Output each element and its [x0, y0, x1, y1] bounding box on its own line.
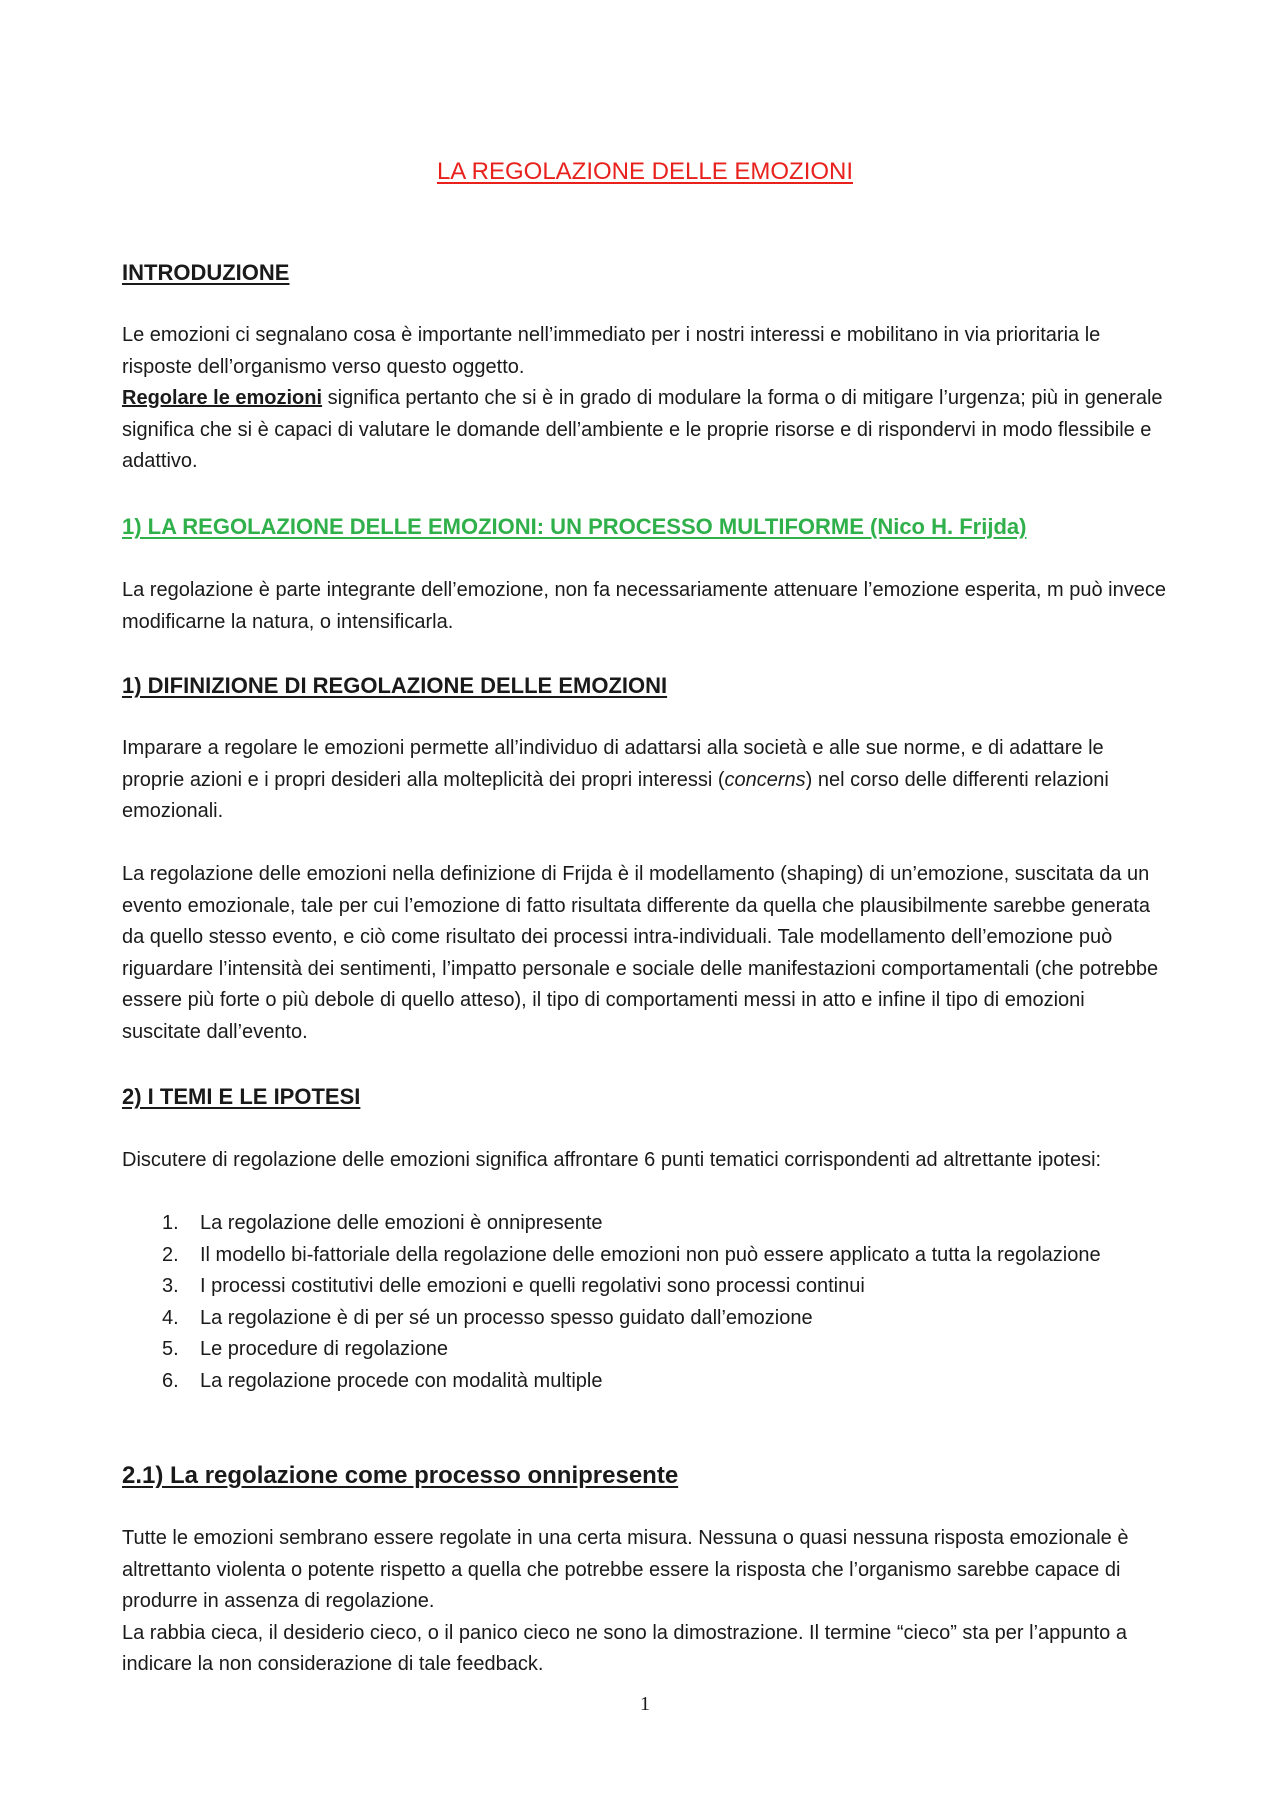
definition-p1-a: Imparare a regolare le emozioni permette all’individuo di adattarsi alla società e alle sue norme, e di adattare le proprie azioni e i propri desideri alla molteplicità dei propri interessi (	[122, 737, 1104, 791]
definition-paragraph-2: La regolazione delle emozioni nella definizione di Frijda è il modellamento (shaping) di un’emozione, suscitata da un evento emozionale, tale per cui l’emozione di fatto risultata differente da quella che plausibilmente sarebbe generata da quello stesso evento, e ciò come risultato dei processi intra-individuali. Tale modellamento dell’emozione può riguardare l’intensità dei sentimenti, l’impatto personale e sociale delle manifestazioni comportamentali (che potrebbe essere più forte o più debole di quello atteso), il tipo di comportamenti messi in atto e infine il tipo di emozioni suscitate dall’evento.	[122, 863, 1159, 1043]
list-item	[122, 1208, 1168, 1240]
intro-bold-term: Regolare le emozioni	[122, 387, 323, 409]
section-2-intro: Discutere di regolazione delle emozioni significa affrontare 6 punti tematici corrispondenti ad altrettante ipotesi:	[122, 1149, 1102, 1171]
list-item-number: 1.	[162, 1212, 179, 1234]
section-1-heading: 1) LA REGOLAZIONE DELLE EMOZIONI: UN PROCESSO MULTIFORME (Nico H. Frijda)	[122, 514, 1027, 539]
section-2-1-heading: 2.1) La regolazione come processo onnipresente	[122, 1462, 679, 1489]
list-item	[122, 1334, 1168, 1366]
list-item-text: La regolazione delle emozioni è onnipresente	[200, 1212, 603, 1234]
list-item-text: La regolazione è di per sé un processo spesso guidato dall’emozione	[200, 1306, 813, 1329]
list-item-number: 4.	[162, 1306, 179, 1329]
document-title: LA REGOLAZIONE DELLE EMOZIONI	[436, 158, 854, 185]
list-item	[122, 1271, 1168, 1303]
definition-p1-b: ) nel corso delle differenti relazioni emozionali.	[122, 768, 1109, 822]
intro-paragraph-1	[122, 320, 1168, 478]
definition-heading: 1) DIFINIZIONE DI REGOLAZIONE DELLE EMOZIONI	[122, 673, 668, 698]
list-item-number: 2.	[162, 1243, 179, 1266]
hypotheses-list	[122, 1208, 1168, 1397]
page-number: 1	[640, 1693, 650, 1715]
list-item	[122, 1366, 1168, 1398]
list-item-text: Il modello bi-fattoriale della regolazione delle emozioni non può essere applicato a tutta la regolazione	[200, 1243, 1101, 1266]
intro-heading: INTRODUZIONE	[122, 260, 290, 285]
list-item-text: I processi costitutivi delle emozioni e quelli regolativi sono processi continui	[200, 1275, 865, 1297]
intro-paragraph-1-text: Le emozioni ci segnalano cosa è importante nell’immediato per i nostri interessi e mobilitano in via prioritaria le risposte dell’organismo verso questo oggetto.	[122, 324, 1101, 378]
section-2-1-paragraph-1: Tutte le emozioni sembrano essere regolate in una certa misura. Nessuna o quasi nessuna risposta emozionale è altrettanto violenta o potente rispetto a quella che potrebbe essere la risposta che l’organismo sarebbe capace di produrre in assenza di regolazione.	[122, 1527, 1129, 1612]
list-item-text: La regolazione procede con modalità multiple	[200, 1369, 603, 1392]
section-2-heading: 2) I TEMI E LE IPOTESI	[122, 1084, 361, 1109]
list-item	[122, 1240, 1168, 1272]
definition-p1-concerns: concerns	[724, 768, 806, 791]
list-item-number: 6.	[162, 1369, 179, 1392]
definition-paragraph-1	[122, 733, 1168, 828]
list-item-text: Le procedure di regolazione	[200, 1338, 448, 1360]
list-item-number: 3.	[162, 1275, 179, 1297]
section-2-1-paragraph	[122, 1523, 1168, 1681]
list-item-number: 5.	[162, 1338, 179, 1360]
section-2-1-paragraph-2: La rabbia cieca, il desiderio cieco, o il panico cieco ne sono la dimostrazione. Il termine “cieco” sta per l’appunto a indicare la non considerazione di tale feedback.	[122, 1621, 1127, 1675]
section-1-paragraph: La regolazione è parte integrante dell’emozione, non fa necessariamente attenuare l’emozione esperita, m può invece modificarne la natura, o intensificarla.	[122, 579, 1166, 633]
intro-paragraph-2-text: significa pertanto che si è in grado di modulare la forma o di mitigare l’urgenza; più in generale significa che si è capaci di valutare le domande dell’ambiente e le proprie risorse e di rispondervi in modo flessibile e adattivo.	[122, 387, 1163, 472]
list-item	[122, 1303, 1168, 1335]
